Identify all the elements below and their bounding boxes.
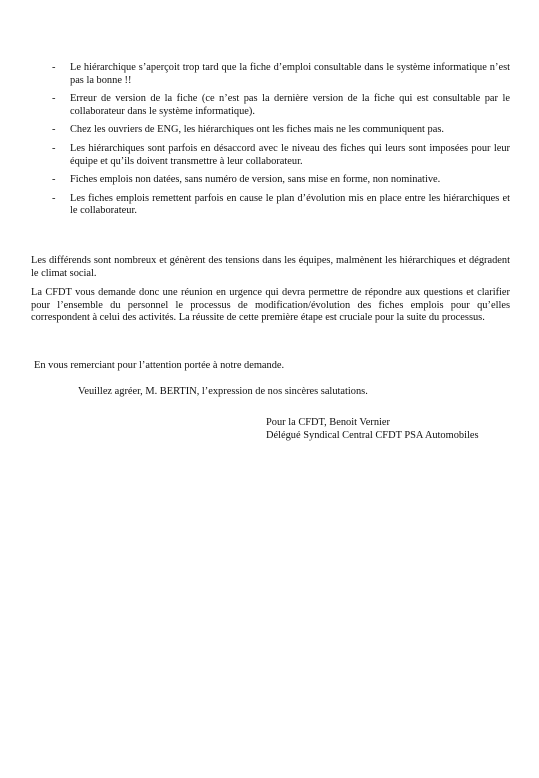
list-item-text: Les hiérarchiques sont parfois en désaccord avec le niveau des fiches qui leurs sont imposées pour leur équipe et qu’ils doivent transmettre à leur collaborateur. (70, 142, 510, 167)
bullet-marker: - (52, 93, 56, 105)
list-item (52, 143, 510, 168)
list-item (52, 62, 510, 87)
paragraph-differends: Les différends sont nombreux et génèrent des tensions dans les équipes, malmènent les hiérarchiques et dégradent le climat social. (31, 255, 510, 279)
bullet-marker: - (52, 124, 56, 136)
list-item (52, 174, 510, 187)
issues-list (52, 62, 510, 224)
list-item (52, 193, 510, 218)
list-item-text: Fiches emplois non datées, sans numéro de version, sans mise en forme, non nominative. (70, 174, 441, 186)
bullet-marker: - (52, 142, 56, 154)
paragraph-demande: La CFDT vous demande donc une réunion en urgence qui devra permettre de répondre aux questions et clarifier pour l’ensemble du personnel le processus de modification/évolution des fiches emplois pour qu’elles correspondent à celui des activités. La réussite de cette première étape est cruciale pour la suite du processus. (31, 287, 510, 324)
paragraph-salutations: Veuillez agréer, M. BERTIN, l’expression de nos sincères salutations. (78, 386, 368, 397)
list-item-text: Chez les ouvriers de ENG, les hiérarchiques ont les fiches mais ne les communiquent pas. (70, 124, 444, 136)
list-item (52, 124, 510, 137)
bullet-marker: - (52, 62, 56, 73)
list-item-text: Les fiches emplois remettent parfois en cause le plan d’évolution mis en place entre les hiérarchiques et le collaborateur. (70, 192, 510, 217)
bullet-marker: - (52, 192, 56, 204)
list-item-text: Le hiérarchique s’aperçoit trop tard que la fiche d’emploi consultable dans le système informatique n’est pas la bonne !! (70, 62, 510, 86)
signature-title: Délégué Syndical Central CFDT PSA Automobiles (266, 429, 479, 441)
bullet-marker: - (52, 174, 56, 186)
paragraph-remerciement: En vous remerciant pour l’attention portée à notre demande. (34, 360, 285, 371)
list-item (52, 93, 510, 118)
list-item-text: Erreur de version de la fiche (ce n’est pas la dernière version de la fiche qui est consultable par le collaborateur dans le système informatique). (70, 93, 510, 117)
signature-block (266, 417, 526, 442)
signature-name: Pour la CFDT, Benoit Vernier (266, 417, 391, 428)
